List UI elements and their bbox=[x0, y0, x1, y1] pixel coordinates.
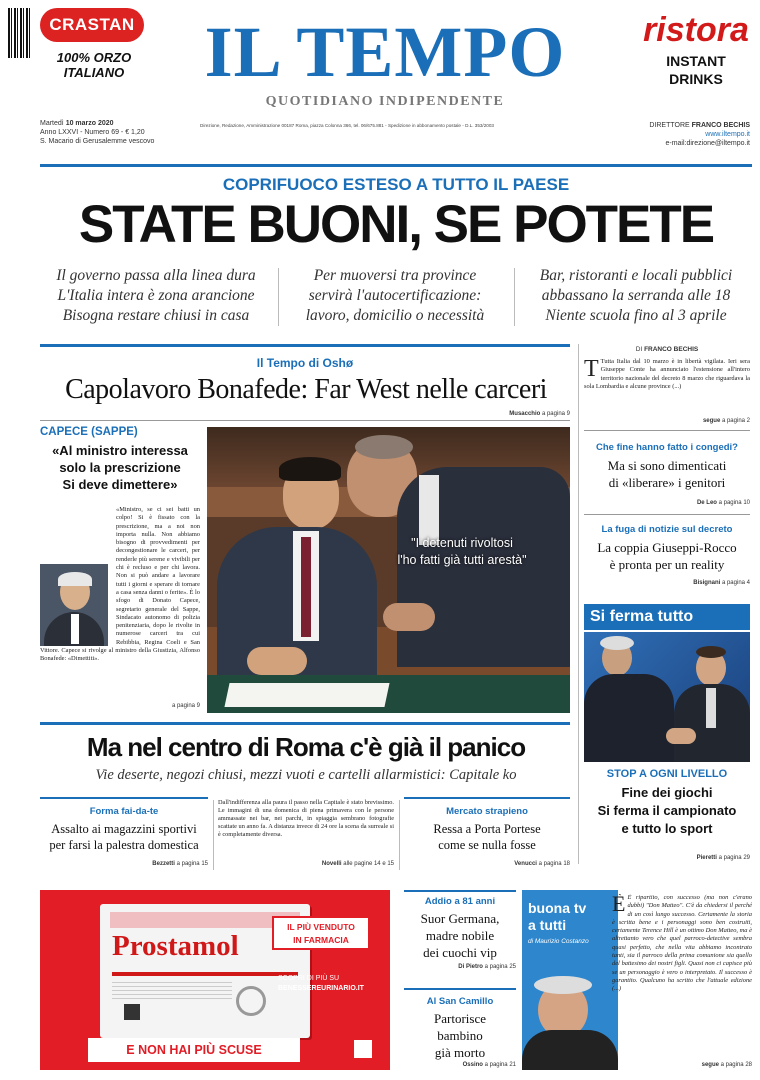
website-link[interactable]: www.iltempo.it bbox=[705, 131, 750, 138]
sport-headline[interactable]: Fine dei giochi Si ferma il campionato e tutto lo sport bbox=[597, 785, 737, 836]
rome-col1-kicker: Forma fai-da-te bbox=[89, 806, 159, 817]
germana-kicker: Addio a 81 anni bbox=[424, 896, 496, 907]
fuga-kicker: La fuga di notizie sul decreto bbox=[601, 524, 733, 535]
prostamol-badge: IL PIÙ VENDUTO IN FARMACIA bbox=[272, 916, 370, 950]
costanzo-body: È È ripartito, con successo (ma non c'erano dubbi) "Don Matteo". C'è da chiedersi il perché di un così lungo successo. Certamente la storia è scritta bene e i personaggi sono ben costruiti, certamente Terence Hill è un ottimo Don Matteo, ma è altrettanto vero che quel parroco-detective sembra quasi perfetto, che nella vita abbiamo incontrato tanti, sia il parroco della prima comunione sia quello del battesimo dei nostri figli. Quasi non ci capisce più se un personaggio è vero o interpretato. Il successo è garantito. Qualcuno ha scritto che l'attuale edizione (...) bbox=[612, 894, 752, 993]
photo-caption: "I detenuti rivoltosi l'ho fatti già tutti arestà" bbox=[397, 536, 527, 567]
rome-col3-headline[interactable]: Ressa a Porta Portese come se nulla fosse bbox=[433, 822, 541, 852]
lead-headline[interactable]: STATE BUONI, SE POTETE bbox=[78, 195, 714, 254]
capece-photo bbox=[40, 564, 108, 646]
editorial-follow[interactable]: segue a pagina 2 bbox=[702, 418, 750, 424]
crastan-tagline-1: 100% ORZO bbox=[56, 50, 132, 65]
germana-byline: Di Pietro a pagina 25 bbox=[458, 964, 516, 970]
rome-col3-kicker: Mercato strapieno bbox=[446, 806, 528, 817]
lead-kicker: COPRIFUOCO ESTESO A TUTTO IL PAESE bbox=[222, 175, 570, 194]
ristora-logo: ristora bbox=[643, 11, 749, 49]
camillo-kicker: Al San Camillo bbox=[426, 996, 494, 1007]
email-link[interactable]: e-mail:direzione@iltempo.it bbox=[665, 140, 750, 147]
prison-kicker: Il Tempo di Oshø bbox=[256, 356, 354, 370]
prostamol-box-circle bbox=[236, 986, 266, 1016]
capece-headline[interactable]: «Al ministro interessa solo la prescrizione Si deve dimettere» bbox=[52, 443, 188, 492]
rome-col2-byline: Novelli alle pagine 14 e 15 bbox=[321, 861, 394, 867]
congedi-kicker: Che fine hanno fatto i congedi? bbox=[596, 442, 738, 453]
capece-kicker: CAPECE (SAPPE) bbox=[40, 426, 138, 438]
prostamol-box-print bbox=[112, 982, 232, 1002]
lead-deck-3: Bar, ristoranti e locali pubblici abbassano la serranda alle 18 Niente scuola fino al 3 aprile bbox=[539, 267, 733, 324]
congedi-headline[interactable]: Ma si sono dimenticati di «liberare» i genitori bbox=[607, 458, 727, 490]
sport-byline: Pieretti a pagina 29 bbox=[696, 855, 750, 861]
costanzo-title: buona tv a tutti bbox=[528, 900, 587, 933]
ristora-ad[interactable] bbox=[640, 8, 752, 104]
prostamol-stripe bbox=[112, 972, 298, 976]
director-block: DIRETTORE FRANCO BECHIS www.iltempo.it e-mail:direzione@iltempo.it bbox=[620, 121, 750, 148]
capece-page: a pagina 9 bbox=[171, 703, 200, 709]
prostamol-ad[interactable] bbox=[40, 890, 390, 1070]
rome-col1-byline: Bezzetti a pagina 15 bbox=[152, 861, 208, 867]
lead-deck-2: Per muoversi tra province servirà l'autocertificazione: lavoro, domicilio o necessità bbox=[305, 267, 485, 324]
crastan-tagline-2: ITALIANO bbox=[63, 65, 125, 80]
crastan-ad[interactable] bbox=[40, 8, 148, 94]
rome-col2-body: Dall'indifferenza alla paura il passo nella Capitale è stato brevissimo. Le immagini di una domenica di piena primavera con le persone ammassate nei bar, nei parchi, in spiaggia sembrano fotografie scattate un anno fa. A distanza invece di 24 ore la scena da surreale si è completamente diversa. bbox=[218, 799, 394, 838]
rome-deck: Vie deserte, negozi chiusi, mezzi vuoti e cartelli allarmistici: Capitale ko bbox=[95, 767, 517, 783]
camillo-byline: Ossino a pagina 21 bbox=[462, 1062, 516, 1068]
drop-cap: T bbox=[584, 358, 599, 382]
editorial-byline: DI FRANCO BECHIS bbox=[635, 346, 699, 353]
rome-col1-headline[interactable]: Assalto ai magazzini sportivi per farsi la palestra domestica bbox=[49, 822, 199, 852]
fuga-headline[interactable]: La coppia Giuseppi-Rocco è pronta per un reality bbox=[597, 540, 737, 572]
prostamol-logo: Prostamol bbox=[112, 930, 239, 962]
costanzo-author: di Maurizio Costanzo bbox=[528, 938, 589, 945]
ristora-tagline: INSTANT DRINKS bbox=[666, 53, 726, 87]
rome-headline[interactable]: Ma nel centro di Roma c'è già il panico bbox=[86, 732, 526, 762]
barcode bbox=[8, 8, 32, 58]
sport-banner[interactable]: Si ferma tutto bbox=[584, 604, 750, 630]
sport-kicker: STOP A OGNI LIVELLO bbox=[606, 768, 728, 780]
camillo-headline[interactable]: Partorisce bambino già morto bbox=[434, 1011, 486, 1060]
masthead-title[interactable]: IL TEMPO bbox=[204, 12, 566, 92]
prostamol-discover: SCOPRI DI PIÙ SU BENESSEREURINARIO.IT bbox=[278, 975, 364, 992]
costanzo-follow[interactable]: segue a pagina 28 bbox=[701, 1062, 752, 1068]
costanzo-panel[interactable] bbox=[522, 890, 618, 1070]
prostamol-slogan: E NON HAI PIÙ SCUSE bbox=[88, 1038, 300, 1062]
congedi-byline: De Leo a pagina 10 bbox=[696, 500, 750, 506]
address-line: Direzione, Redazione, Amministrazione 00187 Roma, piazza Colonna 366, tel. 06/675.881 - Spedizione in abbonamento postale - D.L. 353/2003 bbox=[200, 123, 494, 128]
prostamol-box-logo bbox=[124, 1004, 140, 1020]
drop-cap: È bbox=[612, 894, 626, 916]
prison-byline: Musacchio a pagina 9 bbox=[509, 411, 570, 417]
crastan-logo: CRASTAN bbox=[40, 8, 144, 42]
germana-headline[interactable]: Suor Germana, madre nobile dei cuochi vip bbox=[420, 911, 500, 960]
fuga-byline: Bisignani a pagina 4 bbox=[693, 580, 750, 586]
capece-body: «Ministro, se ci sei batti un colpo! Si è fissato con la prescrizione, ma a noi non importa nulla. Non abbiamo bisogno di provvedimenti per decongestionare le carceri, per renderle più serene e vivibili per chi è recluso e per chi lavora. Non si può andare a lavorare tutti i giorni e sperare di tornare a casa senza danni o ferite». È lo sfogo di Donato Capece, segretario generale del Sappe, Sindacato autonomo di polizia penitenziaria, dopo le rivolte in numerose carceri tra cui Rebibbia, Regina Coeli e San Vittore. Capece si rivolge al ministro della Giustizia, Alfonso Bonafede: «Dimettiti». bbox=[40, 506, 200, 663]
masthead-subtitle: QUOTIDIANO INDIPENDENTE bbox=[265, 94, 505, 109]
editorial-body: T Tutta Italia dal 10 marzo è in libertà vigilata. Ieri sera Giuseppe Conte ha annunciato l'estensione all'intero territorio nazionale del decreto 8 marzo che riguardava la sola Lombardia e alcune province (...) bbox=[584, 358, 750, 390]
masthead-rule bbox=[40, 164, 752, 167]
lead-deck-1: Il governo passa alla linea dura L'Italia intera è zona arancione Bisogna restare chiusi in casa bbox=[56, 267, 256, 324]
parliament-photo[interactable] bbox=[207, 427, 570, 713]
prostamol-maker-logo bbox=[354, 1040, 372, 1058]
rome-col3-byline: Venucci a pagina 18 bbox=[514, 861, 570, 867]
sport-photo[interactable] bbox=[584, 632, 750, 762]
prison-headline[interactable]: Capolavoro Bonafede: Far West nelle carceri bbox=[65, 374, 547, 405]
date-line: Martedì 10 marzo 2020 Anno LXXVI - Numero 69 - € 1,20 S. Macario di Gerusalemme vescovo bbox=[40, 120, 155, 145]
